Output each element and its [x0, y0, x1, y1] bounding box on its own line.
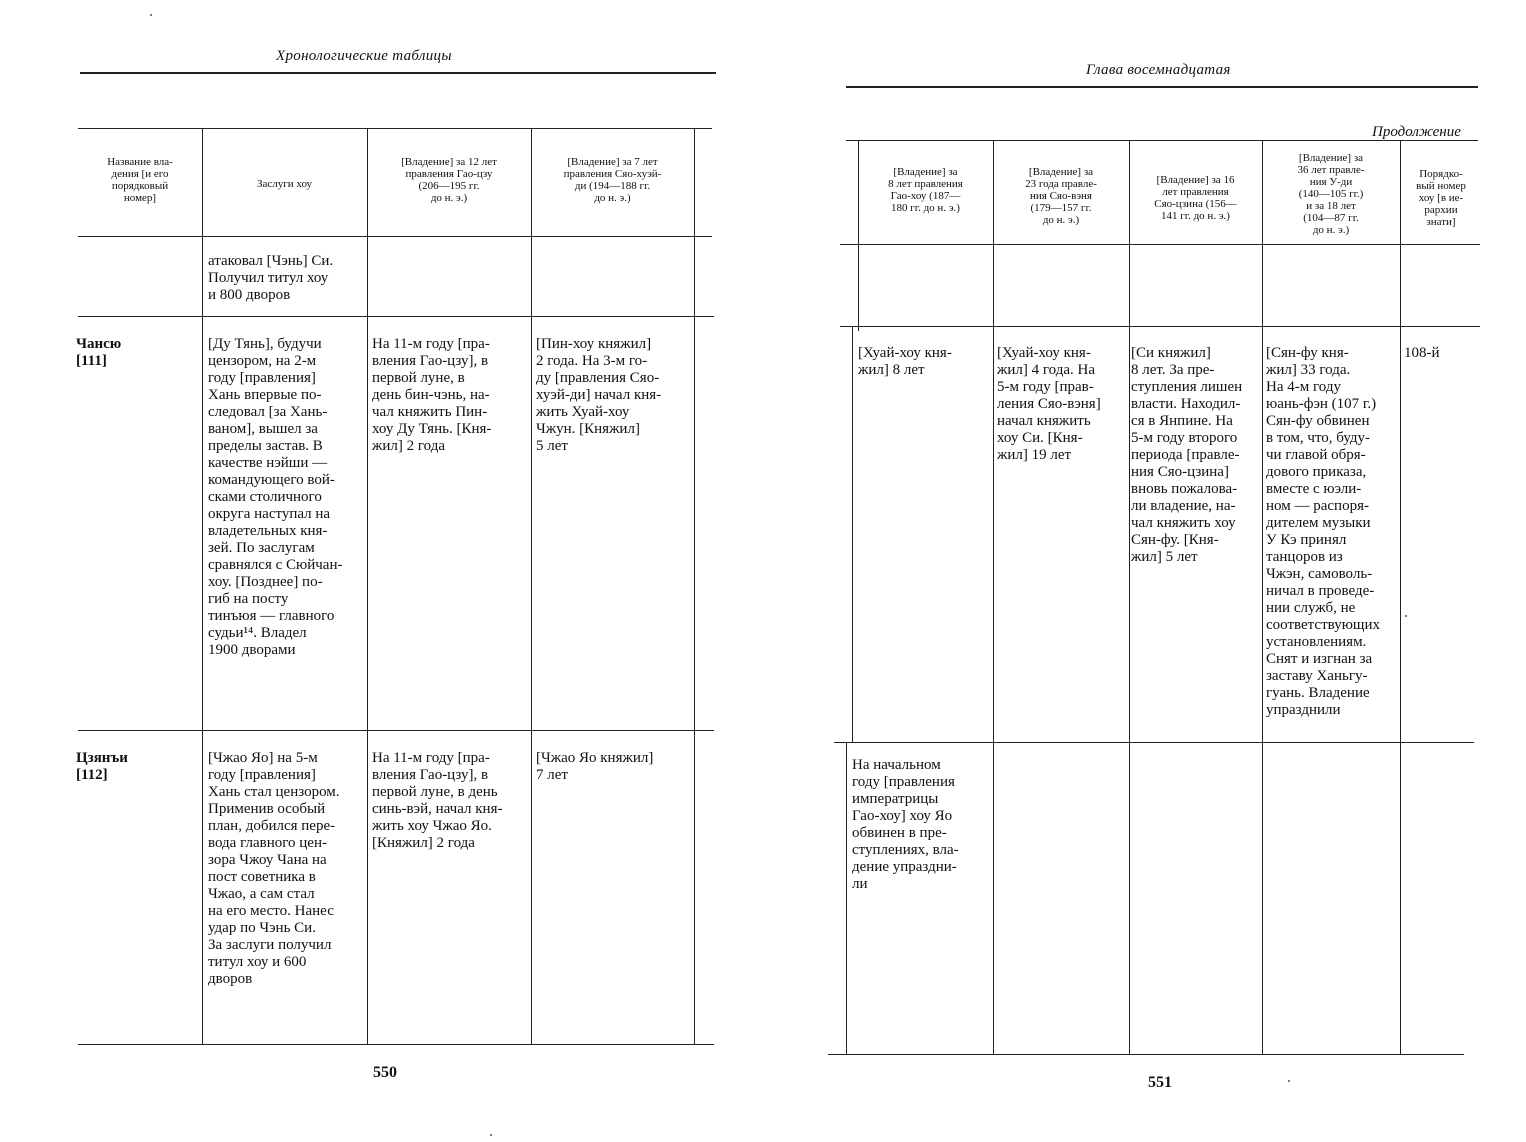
right-row2-xiaojing: [Си княжил] 8 лет. За пре- ступления лишен власти. Находил- ся в Янпине. На 5-м году второго периода [правле- ния Сяо-цзина] вновь пожалова- ли владение, на- чал княжить хоу Сян-фу. [Кня- жил] 5 лет	[1131, 345, 1243, 565]
right-table-bottom-rule	[828, 1054, 1464, 1055]
right-row2-xiaowen: [Хуай-хоу кня- жил] 4 года. На 5-м году [прав- ления Сяо-вэня] начал княжить хоу Си. [Кня- жил] 19 лет	[997, 345, 1101, 463]
left-header-xiaohuei: [Владение] за 7 лет правления Сяо-хуэй- ди (194—188 гг. до н. э.)	[563, 156, 662, 204]
left-running-title: Хронологические таблицы	[276, 48, 452, 64]
right-row-divider	[840, 326, 1480, 327]
left-row3-name: Цзянъи [112]	[76, 750, 128, 783]
left-header-bottom-rule	[78, 236, 712, 237]
scan-speck	[1288, 1080, 1290, 1082]
right-header-xiaowen: [Владение] за 23 года правле- ния Сяо-вэня (179—157 гг. до н. э.)	[1025, 166, 1097, 226]
right-table-top-rule	[846, 140, 1478, 141]
right-page-number: 551	[1148, 1074, 1172, 1091]
left-row2-gaozu: На 11-м году [пра- вления Гао-цзу], в первой луне, в день бин-чэнь, на- чал княжить Пин- хоу Ду Тянь. [Кня- жил] 2 года	[372, 336, 492, 454]
right-column-divider	[846, 742, 847, 1054]
left-row1-merits: атаковал [Чэнь] Си. Получил титул хоу и 800 дворов	[208, 253, 334, 303]
left-row3-xiaohuei: [Чжао Яо княжил] 7 лет	[536, 750, 654, 783]
right-header-wudi: [Владение] за 36 лет правле- ния У-ди (140—105 гг.) и за 18 лет (104—87 гг. до н. э.)	[1297, 152, 1365, 236]
right-row2-rank: 108-й	[1404, 345, 1440, 361]
left-column-divider	[367, 129, 368, 1044]
right-row-divider	[834, 742, 1474, 743]
right-header-xiaojing: [Владение] за 16 лет правления Сяо-цзина (156— 141 гг. до н. э.)	[1154, 174, 1237, 222]
left-row-divider	[78, 316, 714, 317]
scan-speck	[490, 1134, 492, 1136]
right-column-divider	[1129, 141, 1130, 1054]
left-table-top-rule	[78, 128, 712, 129]
left-column-divider	[694, 129, 695, 1044]
left-row2-name: Чансю [111]	[76, 336, 122, 369]
right-column-divider	[1262, 141, 1263, 1054]
left-page-number: 550	[373, 1064, 397, 1081]
right-row3-gaohou: На начальном году [правления императрицы Гао-хоу] хоу Яо обвинен в пре- ступлениях, вла- дение упраздни- ли	[852, 757, 959, 892]
left-row2-xiaohuei: [Пин-хоу княжил] 2 года. На 3-м го- ду [правления Сяо- хуэй-ди] начал кня- жить Хуай-хоу Чжун. [Княжил] 5 лет	[536, 336, 662, 454]
left-header-gaozu: [Владение] за 12 лет правления Гао-цзу (206—195 гг. до н. э.)	[401, 156, 497, 204]
left-column-divider	[531, 129, 532, 1044]
right-column-divider	[1400, 141, 1401, 1054]
scan-speck	[150, 14, 152, 16]
right-header-rank: Порядко- вый номер хоу [в ие- рархии знати]	[1416, 168, 1466, 228]
left-row-divider	[78, 730, 714, 731]
continuation-label: Продолжение	[1372, 124, 1461, 140]
scan-speck	[1405, 615, 1407, 617]
left-column-divider	[202, 129, 203, 1044]
right-column-divider	[852, 326, 853, 742]
right-header-gaohou: [Владение] за 8 лет правления Гао-хоу (187— 180 гг. до н. э.)	[888, 166, 963, 214]
right-row2-gaohou: [Хуай-хоу кня- жил] 8 лет	[858, 345, 952, 378]
left-table-bottom-rule	[78, 1044, 714, 1045]
right-title-rule	[846, 86, 1478, 88]
right-running-title: Глава восемнадцатая	[1086, 62, 1231, 78]
right-column-divider	[858, 141, 859, 331]
left-row3-gaozu: На 11-м году [пра- вления Гао-цзу], в первой луне, в день синь-вэй, начал кня- жить хоу Чжао Яо. [Княжил] 2 года	[372, 750, 503, 851]
left-header-name: Название вла- дения [и его порядковый номер]	[107, 156, 173, 204]
left-header-merits: Заслуги хоу	[256, 178, 313, 190]
left-title-rule	[80, 72, 716, 74]
left-row3-merits: [Чжао Яо] на 5-м году [правления] Хань стал цензором. Применив особый план, добился пере- вода главного цен- зора Чжоу Чана на пост советника в Чжао, а сам стал на его место. Нанес удар по Чэнь Си. За заслуги получил титул хоу и 600 дворов	[208, 750, 340, 987]
right-column-divider	[993, 141, 994, 1054]
right-row2-wudi: [Сян-фу кня- жил] 33 года. На 4-м году юань-фэн (107 г.) Сян-фу обвинен в том, что, буду- чи главой обря- дового приказа, вместе с юэли- ном — распоря- дителем музыки У Кэ принял танцоров из Чжэн, самоволь- ничал в проведе- нии служб, не соответствующих установлениям. Снят и изгнан за заставу Ханьгу- гуань. Владение упразднили	[1266, 345, 1380, 718]
right-header-bottom-rule	[840, 244, 1480, 245]
left-row2-merits: [Ду Тянь], будучи цензором, на 2-м году [правления] Хань впервые по- следовал [за Хань- ваном], вышел за пределы застав. В качестве нэйши — командующего вой- сками столичного округа наступал на владетельных кня- зей. По заслугам сравнялся с Сюйчан- хоу. [Позднее] по- гиб на посту тинъюя — главного судьи¹⁴. Владел 1900 дворами	[208, 336, 343, 658]
